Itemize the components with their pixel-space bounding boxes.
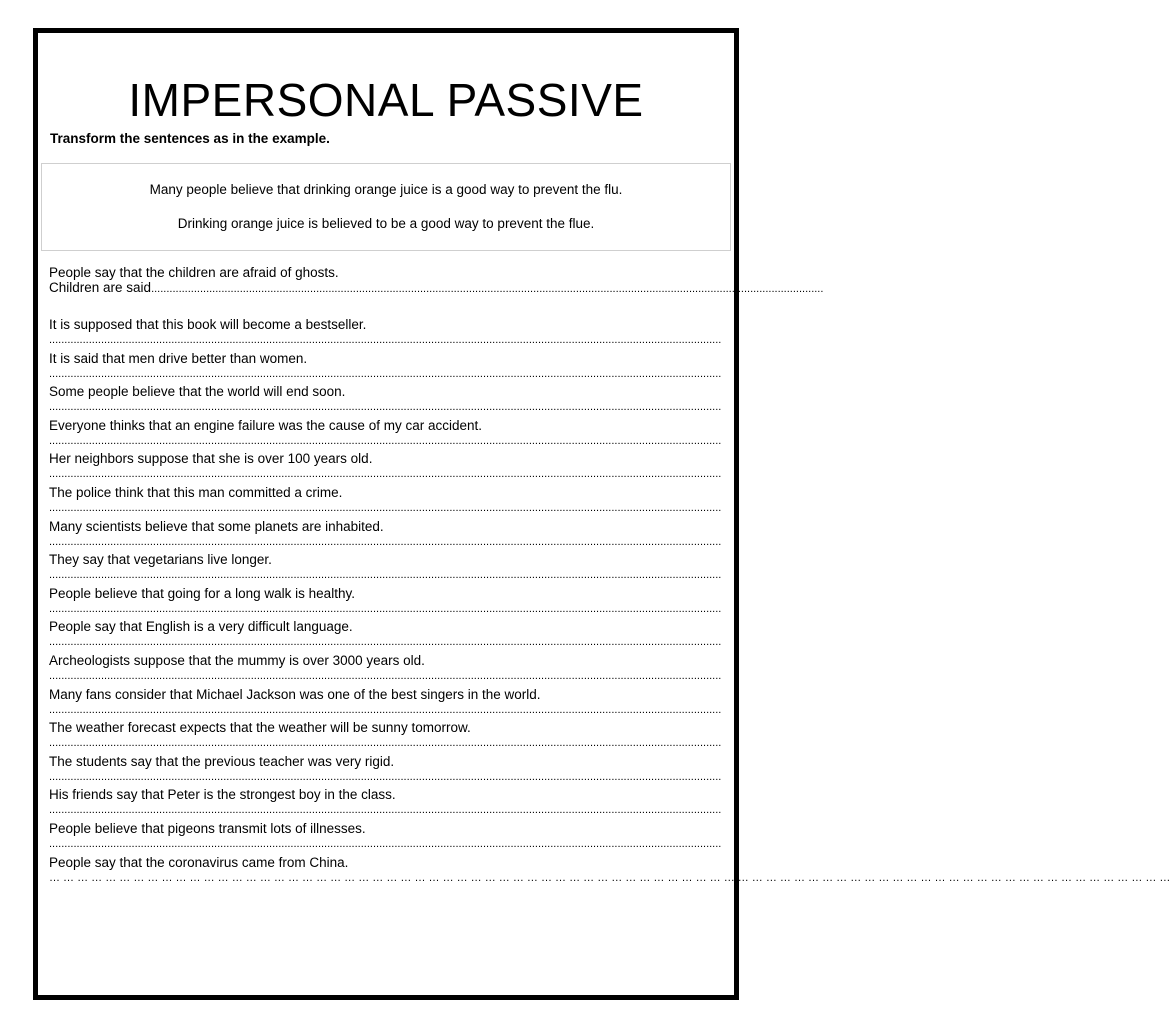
answer-line[interactable]: Children are said............................................................................................................................................................................................................................ — [49, 280, 824, 295]
exercise-sentence: Some people believe that the world will end soon. — [49, 384, 346, 400]
answer-line[interactable]: ............................................................................................................................................................................................................................ — [49, 737, 722, 750]
exercise-item — [49, 653, 722, 683]
example-passive-sentence: Drinking orange juice is believed to be a good way to prevent the flue. — [177, 216, 595, 231]
answer-line[interactable]: ............................................................................................................................................................................................................................ — [49, 468, 722, 481]
exercise-item — [49, 451, 722, 481]
exercise-item — [49, 317, 722, 347]
answer-line[interactable]: ............................................................................................................................................................................................................................ — [49, 569, 722, 582]
exercise-sentence: Archeologists suppose that the mummy is over 3000 years old. — [49, 653, 425, 668]
exercise-sentence: His friends say that Peter is the strongest boy in the class. — [49, 787, 396, 803]
exercise-sentence: It is said that men drive better than women. — [49, 350, 308, 366]
exercise-item — [49, 686, 722, 717]
exercise-sentence: The police think that this man committed a crime. — [49, 485, 343, 500]
answer-line[interactable]: ............................................................................................................................................................................................................................ — [49, 434, 722, 447]
exercise-sentence: People believe that pigeons transmit lots of illnesses. — [49, 821, 366, 836]
exercise-item — [49, 384, 722, 414]
answer-line[interactable]: ............................................................................................................................................................................................................................ — [49, 502, 722, 514]
exercise-item — [49, 585, 722, 616]
instruction-text: Transform the sentences as in the example. — [50, 131, 330, 146]
worksheet-frame — [33, 28, 1170, 1000]
answer-line[interactable]: … … … … … … … … … … … … … … … … … … … … … … … … … … … … … … … … … … … … … … … … … … … … … … … … … … … … … … … … … … … … … … … … … … … … … … … … … … … … … … … … — [49, 871, 1170, 884]
exercise-sentence: Everyone thinks that an engine failure was the cause of my car accident. — [49, 417, 482, 433]
exercise-sentence: People believe that going for a long walk is healthy. — [49, 585, 355, 601]
answer-line[interactable]: ............................................................................................................................................................................................................................ — [49, 804, 722, 817]
example-active-sentence: Many people believe that drinking orange juice is a good way to prevent the flu. — [149, 182, 623, 197]
answer-line[interactable]: ............................................................................................................................................................................................................................ — [49, 602, 722, 615]
answer-line[interactable]: ............................................................................................................................................................................................................................ — [49, 367, 722, 380]
exercise-sentence: The weather forecast expects that the weather will be sunny tomorrow. — [49, 720, 471, 736]
exercise-item — [49, 720, 722, 750]
answer-line[interactable]: ............................................................................................................................................................................................................................ — [49, 636, 722, 649]
answer-line[interactable]: ............................................................................................................................................................................................................................ — [49, 535, 722, 548]
exercise-item — [49, 552, 722, 582]
exercise-sentence: People say that the coronavirus came from China. — [49, 854, 349, 870]
answer-line[interactable]: ............................................................................................................................................................................................................................ — [49, 703, 722, 716]
exercise-sentence: Many fans consider that Michael Jackson was one of the best singers in the world. — [49, 686, 541, 702]
answer-start: Children are said — [49, 280, 152, 295]
exercise-item — [49, 787, 722, 817]
exercise-sentence: People say that the children are afraid of ghosts. — [49, 265, 339, 280]
exercise-sentence: It is supposed that this book will become a bestseller. — [49, 317, 367, 332]
exercise-sentence: They say that vegetarians live longer. — [49, 552, 272, 568]
exercise-item — [49, 753, 722, 784]
exercise-item — [49, 518, 722, 549]
exercise-item — [49, 350, 722, 381]
exercise-item — [49, 417, 722, 448]
answer-line[interactable]: ............................................................................................................................................................................................................................ — [49, 770, 722, 783]
exercise-sentence: Her neighbors suppose that she is over 100 years old. — [49, 451, 373, 467]
exercise-item-first — [49, 265, 824, 296]
exercise-item — [49, 854, 1170, 885]
answer-line[interactable]: ............................................................................................................................................................................................................................ — [49, 838, 722, 850]
exercise-item — [49, 821, 722, 851]
exercise-sentence: The students say that the previous teacher was very rigid. — [49, 753, 395, 769]
exercise-item — [49, 619, 722, 649]
answer-line[interactable]: ............................................................................................................................................................................................................................ — [49, 334, 722, 346]
worksheet-title: IMPERSONAL PASSIVE — [128, 74, 644, 126]
exercise-item — [49, 485, 722, 515]
answer-line[interactable]: ............................................................................................................................................................................................................................ — [49, 401, 722, 414]
exercise-sentence: Many scientists believe that some planets are inhabited. — [49, 518, 384, 534]
answer-line[interactable]: ............................................................................................................................................................................................................................ — [49, 670, 722, 682]
exercise-sentence: People say that English is a very difficult language. — [49, 619, 353, 635]
example-box — [41, 163, 731, 251]
